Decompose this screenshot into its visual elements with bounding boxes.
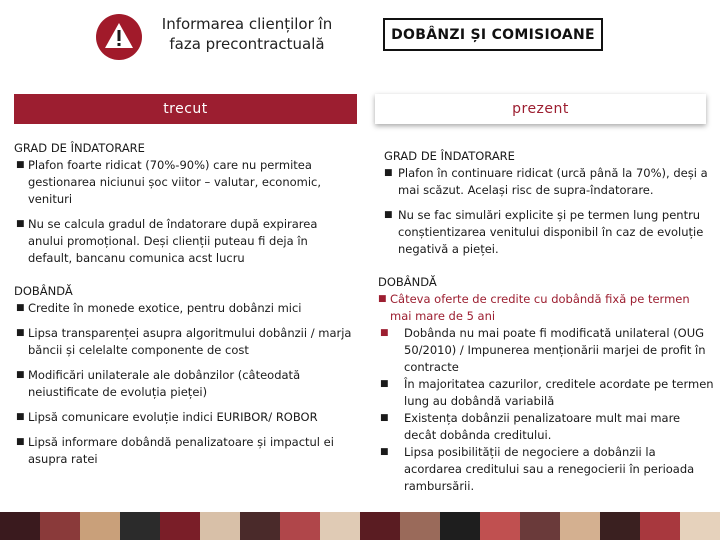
bullet-icon: ■ (380, 379, 389, 389)
list-item: ■ Dobânda nu mai poate fi modificată unilateral (OUG 50/2010) / Impunerea menționării marjei de profit în contracte (380, 326, 706, 374)
list-item: ■ Modificări unilaterale ale dobânzilor (câteodată neiustificate de evoluția pieței) (16, 368, 301, 399)
tab-past: trecut (14, 94, 357, 124)
present-interest-heading: DOBÂNDĂ (378, 275, 437, 289)
past-debt-heading: GRAD DE ÎNDATORARE (14, 141, 145, 155)
bullet-icon: ■ (16, 412, 25, 422)
list-item: ■ Nu se calcula gradul de îndatorare după expirarea anului promoțional. Deși clienții puteau fi deja în default, bancanu comunica acst lucru (16, 217, 318, 265)
bullet-icon: ■ (16, 328, 25, 338)
bullet-icon: ■ (380, 413, 389, 423)
present-column (378, 148, 714, 495)
topic-label: DOBÂNZI ȘI COMISIOANE (383, 18, 603, 51)
bullet-icon: ■ (378, 294, 387, 304)
tab-present: prezent (375, 94, 706, 124)
bullet-icon: ■ (16, 160, 25, 170)
list-item: ■ Plafon foarte ridicat (70%-90%) care nu permitea gestionarea niciunui șoc viitor – valutar, economic, venituri (16, 158, 322, 206)
bullet-icon: ■ (380, 328, 389, 338)
past-column (14, 140, 354, 468)
bullet-icon: ■ (16, 370, 25, 380)
list-item: ■ Lipsă comunicare evoluție indici EURIBOR/ ROBOR (16, 410, 318, 424)
list-item: ■ Lipsă informare dobândă penalizatoare și impactul ei asupra ratei (16, 435, 334, 466)
present-debt-heading: GRAD DE ÎNDATORARE (384, 149, 515, 163)
list-item: ■ Nu se fac simulări explicite și pe termen lung pentru conștientizarea venitului disponibil în caz de evoluție negativă a pieței. (384, 208, 704, 256)
slide-title: Informarea clienților în faza precontractuală (161, 15, 333, 53)
bullet-icon: ■ (384, 210, 393, 220)
bullet-icon: ■ (16, 219, 25, 229)
list-item: ■ Plafon în continuare ridicat (urcă până la 70%), deși a mai scăzut. Același risc de supra-îndatorare. (384, 166, 708, 197)
bullet-icon: ■ (16, 437, 25, 447)
list-item: ■ Existența dobânzii penalizatoare mult mai mare decât dobânda creditului. (380, 411, 681, 442)
warning-icon (96, 14, 142, 60)
list-item: ■ Câteva oferte de credite cu dobândă fixă pe termen mai mare de 5 ani (378, 292, 690, 323)
past-interest-heading: DOBÂNDĂ (14, 284, 73, 298)
bullet-icon: ■ (384, 168, 393, 178)
list-item: ■ Lipsa transparenței asupra algoritmului dobânzii / marja băncii și celelalte componente de cost (16, 326, 352, 357)
list-item: ■ În majoritatea cazurilor, creditele acordate pe termen lung au dobândă variabilă (380, 377, 714, 408)
list-item: ■ Credite în monede exotice, pentru dobânzi mici (16, 301, 302, 315)
list-item: ■ Lipsa posibilității de negociere a dobânzii la acordarea creditului sau a renegocierii în perioada rambursării. (380, 445, 695, 493)
bullet-icon: ■ (380, 447, 389, 457)
bullet-icon: ■ (16, 303, 25, 313)
photo-strip (0, 512, 720, 540)
